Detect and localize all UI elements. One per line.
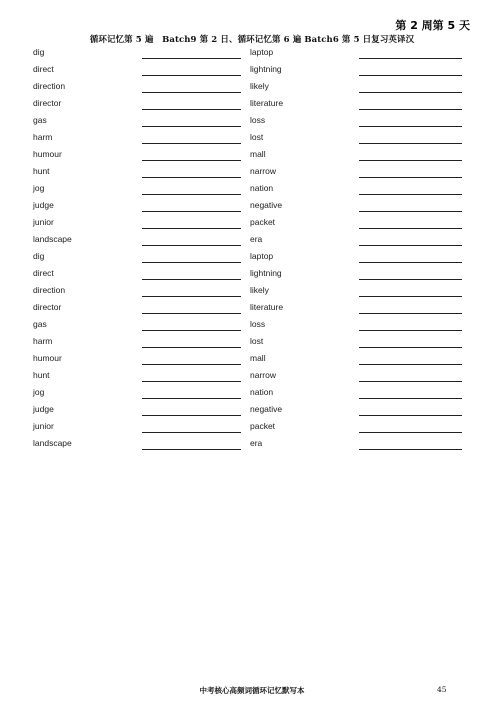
- word-left: gas: [33, 115, 47, 125]
- vocab-row: [33, 283, 473, 300]
- word-left: junior: [33, 217, 54, 227]
- answer-blank-left[interactable]: [142, 347, 241, 348]
- word-left: judge: [33, 200, 54, 210]
- word-right: negative: [250, 200, 283, 210]
- vocab-row: [33, 198, 473, 215]
- vocab-row: [33, 436, 473, 453]
- word-left: jog: [33, 183, 45, 193]
- word-left: humour: [33, 353, 62, 363]
- word-right: likely: [250, 81, 269, 91]
- word-right: nation: [250, 183, 274, 193]
- answer-blank-left[interactable]: [142, 143, 241, 144]
- word-right: lightning: [250, 64, 282, 74]
- answer-blank-right[interactable]: [359, 75, 462, 76]
- vocab-row: [33, 130, 473, 147]
- vocab-row: [33, 113, 473, 130]
- answer-blank-right[interactable]: [359, 177, 462, 178]
- word-left: harm: [33, 132, 53, 142]
- answer-blank-left[interactable]: [142, 177, 241, 178]
- word-left: direction: [33, 285, 66, 295]
- word-right: likely: [250, 285, 269, 295]
- week-day-label: 第 2 周第 5 天: [395, 19, 470, 32]
- word-right: mall: [250, 353, 266, 363]
- answer-blank-right[interactable]: [359, 364, 462, 365]
- word-left: director: [33, 98, 62, 108]
- answer-blank-left[interactable]: [142, 262, 241, 263]
- answer-blank-right[interactable]: [359, 109, 462, 110]
- answer-blank-left[interactable]: [142, 75, 241, 76]
- vocab-row: [33, 147, 473, 164]
- vocab-row: [33, 79, 473, 96]
- answer-blank-left[interactable]: [142, 415, 241, 416]
- vocab-row: [33, 164, 473, 181]
- word-right: laptop: [250, 47, 274, 57]
- vocab-row: [33, 249, 473, 266]
- vocab-row: [33, 181, 473, 198]
- word-left: landscape: [33, 438, 72, 448]
- word-left: hunt: [33, 166, 50, 176]
- answer-blank-right[interactable]: [359, 432, 462, 433]
- vocab-row: [33, 368, 473, 385]
- answer-blank-left[interactable]: [142, 245, 241, 246]
- answer-blank-left[interactable]: [142, 449, 241, 450]
- word-left: harm: [33, 336, 53, 346]
- answer-blank-right[interactable]: [359, 211, 462, 212]
- word-right: loss: [250, 115, 266, 125]
- answer-blank-left[interactable]: [142, 228, 241, 229]
- answer-blank-left[interactable]: [142, 432, 241, 433]
- word-left: direction: [33, 81, 66, 91]
- answer-blank-left[interactable]: [142, 194, 241, 195]
- answer-blank-left[interactable]: [142, 364, 241, 365]
- answer-blank-right[interactable]: [359, 92, 462, 93]
- word-right: literature: [250, 302, 284, 312]
- answer-blank-right[interactable]: [359, 347, 462, 348]
- word-right: packet: [250, 421, 276, 431]
- answer-blank-right[interactable]: [359, 126, 462, 127]
- word-right: negative: [250, 404, 283, 414]
- word-right: packet: [250, 217, 276, 227]
- answer-blank-left[interactable]: [142, 211, 241, 212]
- word-left: junior: [33, 421, 54, 431]
- vocab-row: [33, 402, 473, 419]
- answer-blank-right[interactable]: [359, 415, 462, 416]
- answer-blank-left[interactable]: [142, 279, 241, 280]
- answer-blank-right[interactable]: [359, 160, 462, 161]
- word-right: narrow: [250, 166, 276, 176]
- answer-blank-right[interactable]: [359, 279, 462, 280]
- word-right: lightning: [250, 268, 282, 278]
- answer-blank-left[interactable]: [142, 398, 241, 399]
- answer-blank-left[interactable]: [142, 109, 241, 110]
- answer-blank-right[interactable]: [359, 313, 462, 314]
- word-left: gas: [33, 319, 47, 329]
- word-left: direct: [33, 64, 54, 74]
- answer-blank-left[interactable]: [142, 160, 241, 161]
- answer-blank-left[interactable]: [142, 313, 241, 314]
- vocab-row: [33, 215, 473, 232]
- answer-blank-right[interactable]: [359, 398, 462, 399]
- vocab-row: [33, 45, 473, 62]
- answer-blank-right[interactable]: [359, 143, 462, 144]
- answer-blank-left[interactable]: [142, 92, 241, 93]
- word-left: dig: [33, 47, 45, 57]
- answer-blank-left[interactable]: [142, 58, 241, 59]
- word-right: lost: [250, 132, 264, 142]
- answer-blank-right[interactable]: [359, 330, 462, 331]
- answer-blank-left[interactable]: [142, 381, 241, 382]
- answer-blank-left[interactable]: [142, 330, 241, 331]
- answer-blank-right[interactable]: [359, 245, 462, 246]
- word-left: landscape: [33, 234, 72, 244]
- word-right: narrow: [250, 370, 276, 380]
- word-right: loss: [250, 319, 266, 329]
- word-left: director: [33, 302, 62, 312]
- word-right: mall: [250, 149, 266, 159]
- vocab-row: [33, 385, 473, 402]
- vocab-row: [33, 317, 473, 334]
- word-left: hunt: [33, 370, 50, 380]
- answer-blank-right[interactable]: [359, 194, 462, 195]
- word-right: era: [250, 438, 263, 448]
- word-right: laptop: [250, 251, 274, 261]
- answer-blank-right[interactable]: [359, 262, 462, 263]
- vocab-row: [33, 62, 473, 79]
- word-right: literature: [250, 98, 284, 108]
- answer-blank-left[interactable]: [142, 296, 241, 297]
- vocabulary-list: [33, 45, 473, 453]
- word-left: jog: [33, 387, 45, 397]
- word-left: dig: [33, 251, 45, 261]
- word-right: lost: [250, 336, 264, 346]
- word-left: direct: [33, 268, 54, 278]
- vocab-row: [33, 351, 473, 368]
- vocab-row: [33, 96, 473, 113]
- answer-blank-right[interactable]: [359, 381, 462, 382]
- vocab-row: [33, 300, 473, 317]
- answer-blank-right[interactable]: [359, 58, 462, 59]
- vocab-row: [33, 334, 473, 351]
- vocab-row: [33, 266, 473, 283]
- answer-blank-right[interactable]: [359, 449, 462, 450]
- word-left: judge: [33, 404, 54, 414]
- word-right: era: [250, 234, 263, 244]
- answer-blank-right[interactable]: [359, 228, 462, 229]
- vocab-row: [33, 419, 473, 436]
- page-number: 45: [437, 685, 447, 694]
- word-right: nation: [250, 387, 274, 397]
- page-title: 循环记忆第 5 遍 Batch9 第 2 日、循环记忆第 6 遍 Batch6 第 5 日复习英译汉: [89, 35, 415, 45]
- answer-blank-left[interactable]: [142, 126, 241, 127]
- word-left: humour: [33, 149, 62, 159]
- answer-blank-right[interactable]: [359, 296, 462, 297]
- footer-book-title: 中考核心高频词循环记忆默写本: [199, 686, 305, 695]
- vocab-row: [33, 232, 473, 249]
